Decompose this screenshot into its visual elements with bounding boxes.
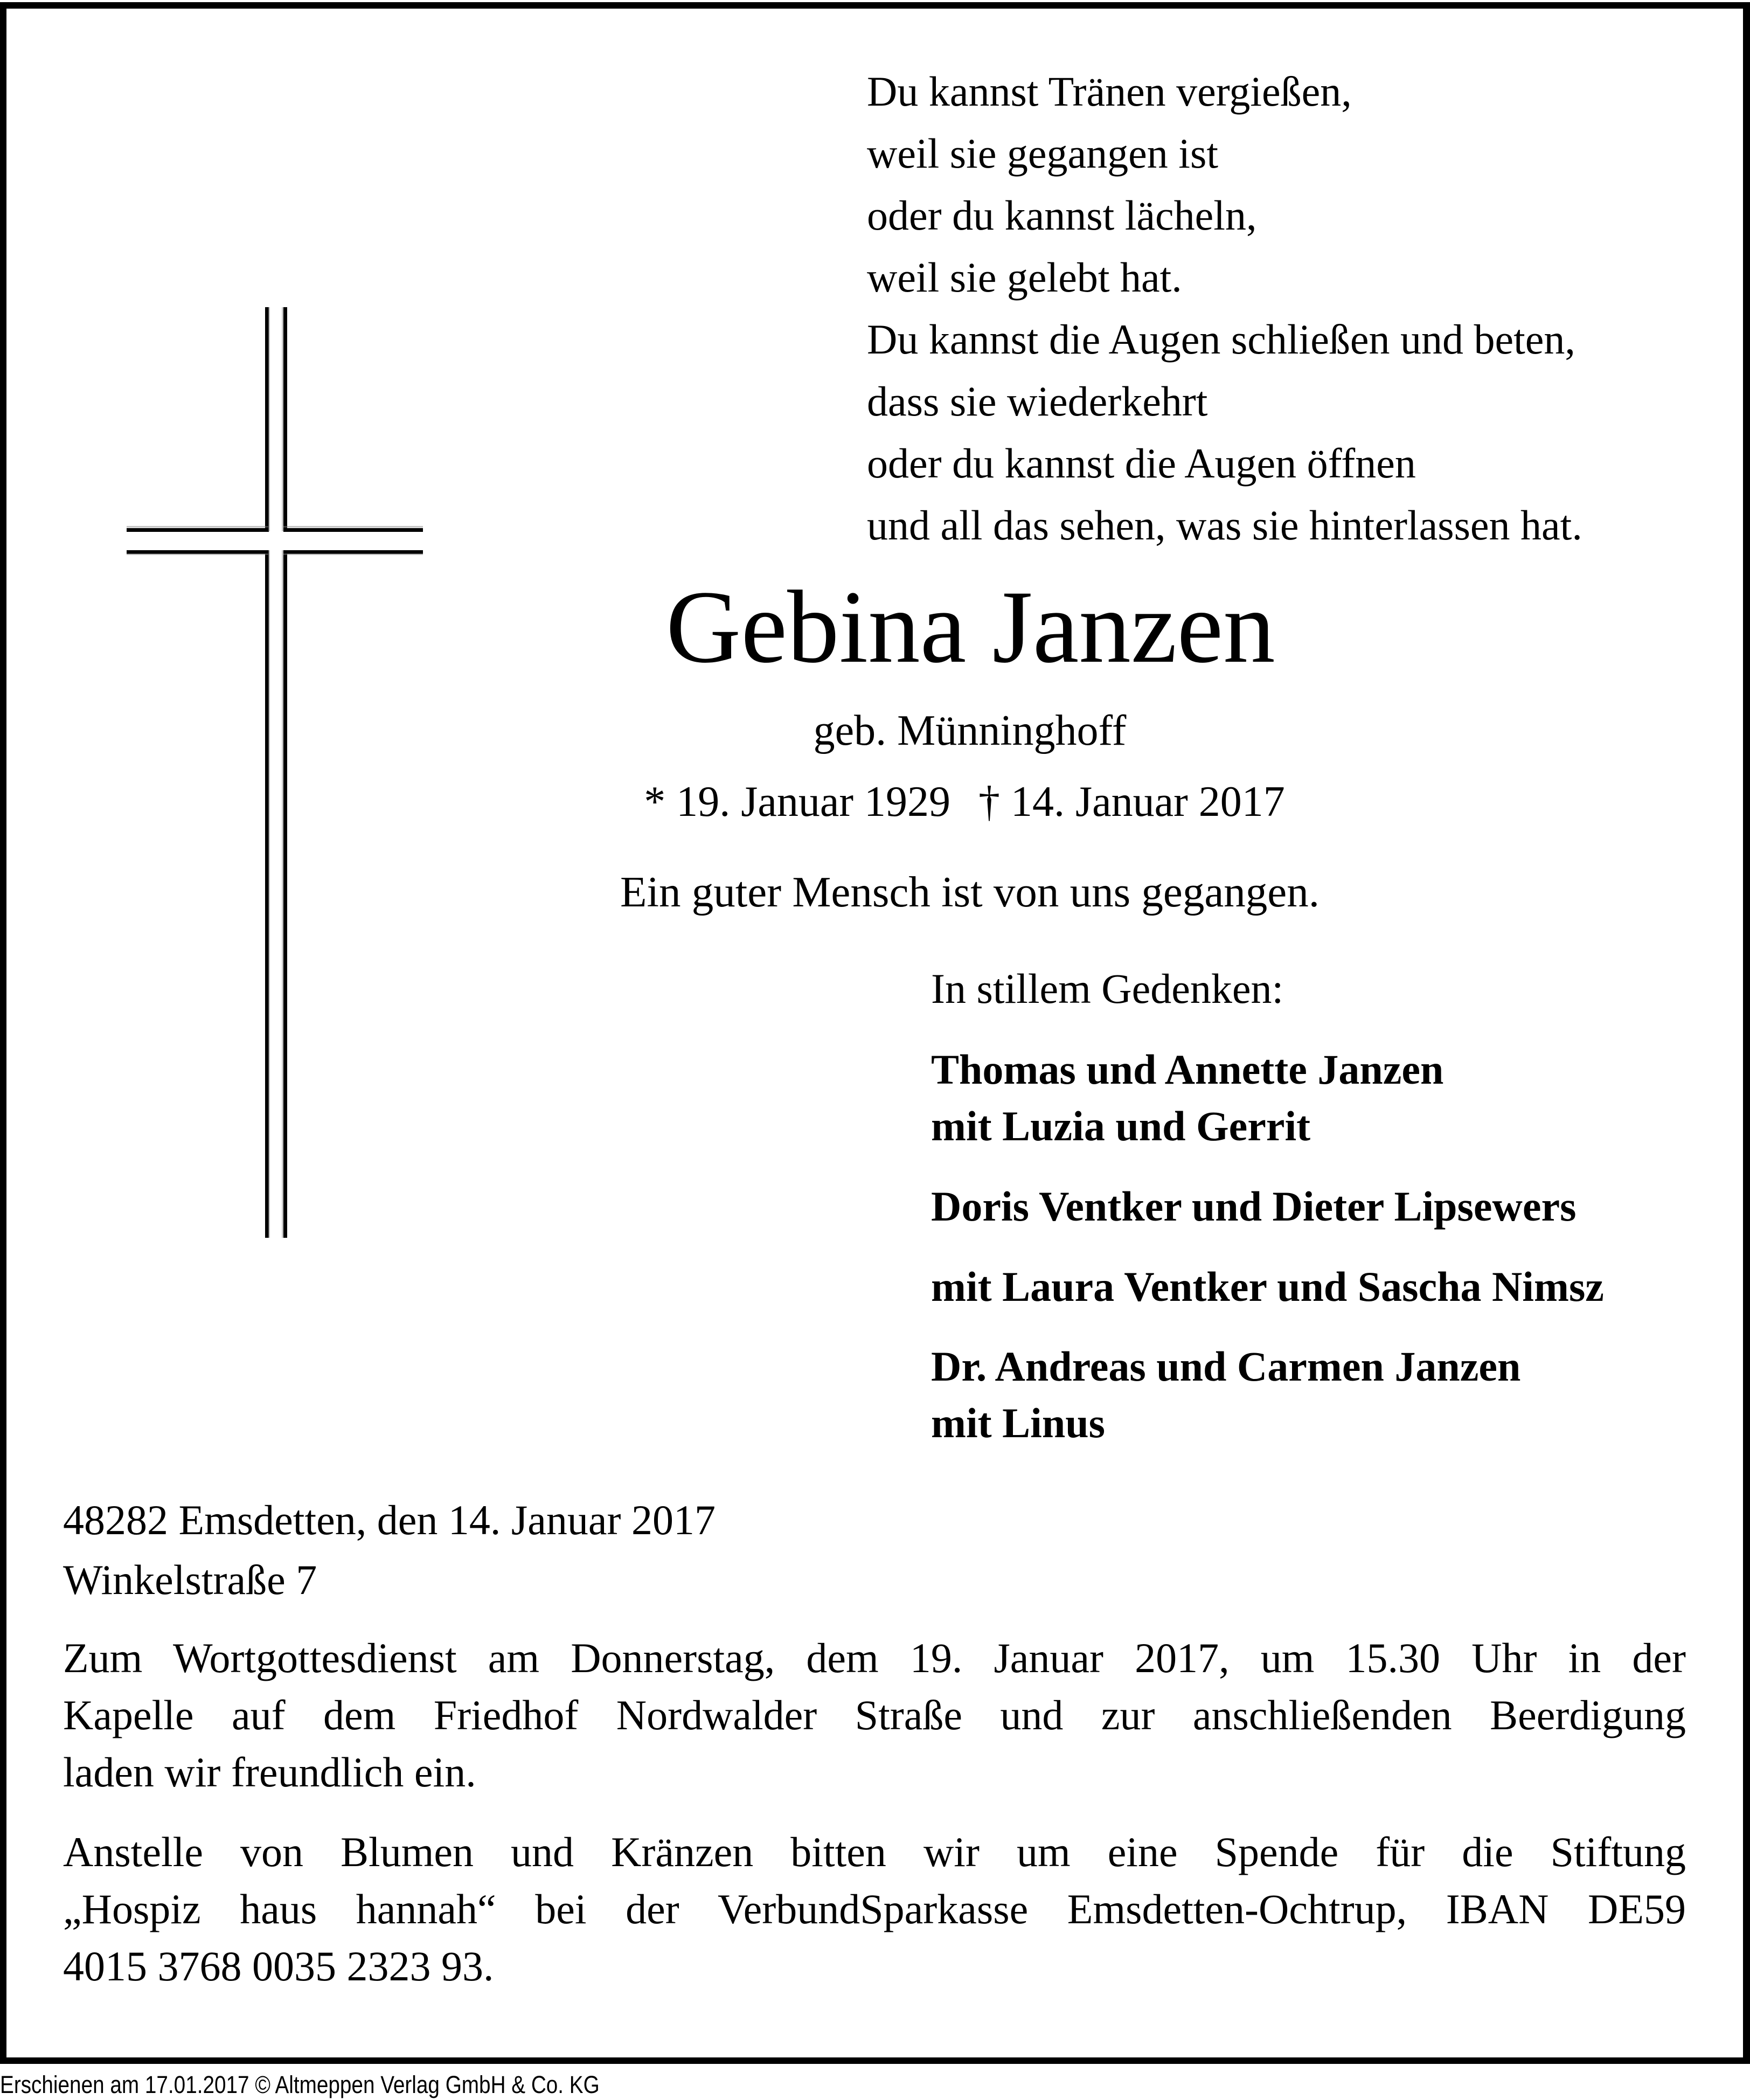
address-block (63, 1490, 716, 1610)
poem-line: oder du kannst die Augen öffnen (867, 440, 1416, 487)
donation-line: 4015 3768 0035 2323 93. (63, 1943, 494, 1990)
mourner-line: Doris Ventker und Dieter Lipsewers (931, 1183, 1577, 1230)
service-line: Kapelle auf dem Friedhof Nordwalder Straße und zur anschließenden Beerdigung (63, 1692, 1686, 1738)
poem-line: Du kannst Tränen vergießen, (867, 68, 1352, 115)
street: Winkelstraße 7 (63, 1556, 317, 1603)
service-line: laden wir freundlich ein. (63, 1749, 476, 1796)
motto: Ein guter Mensch ist von uns gegangen. (620, 868, 1320, 916)
service-line: Zum Wortgottesdienst am Donnerstag, dem 19. Januar 2017, um 15.30 Uhr in der (63, 1634, 1686, 1681)
birth-date: * 19. Januar 1929 (644, 778, 950, 826)
poem-line: oder du kannst lächeln, (867, 192, 1257, 239)
death-date: † 14. Januar 2017 (978, 778, 1285, 826)
publication-credit: Erschienen am 17.01.2017 © Altmeppen Verlag GmbH & Co. KG (0, 2071, 600, 2098)
mourner-line: mit Luzia und Gerrit (931, 1103, 1311, 1149)
deceased-name: Gebina Janzen (666, 569, 1275, 684)
mourner-line: mit Linus (931, 1399, 1105, 1446)
maiden-name: geb. Münninghoff (813, 707, 1127, 754)
poem-line: und all das sehen, was sie hinterlassen hat. (867, 502, 1582, 549)
place-date: 48282 Emsdetten, den 14. Januar 2017 (63, 1496, 716, 1543)
poem-line: Du kannst die Augen schließen und beten, (867, 316, 1575, 363)
donation-line: Anstelle von Blumen und Kränzen bitten wir um eine Spende für die Stiftung (63, 1828, 1686, 1875)
service-paragraph (63, 1630, 1686, 1801)
poem-line: dass sie wiederkehrt (867, 378, 1208, 425)
mourner-line: Dr. Andreas und Carmen Janzen (931, 1343, 1521, 1390)
poem-line: weil sie gelebt hat. (867, 254, 1182, 301)
donation-paragraph (63, 1824, 1686, 1995)
life-dates (593, 778, 1336, 826)
donation-line: „Hospiz haus hannah“ bei der VerbundSparkasse Emsdetten-Ochtrup, IBAN DE59 (63, 1886, 1686, 1932)
poem (867, 60, 1582, 556)
mourner-line: Thomas und Annette Janzen (931, 1046, 1444, 1093)
poem-line: weil sie gegangen ist (867, 130, 1218, 177)
mourners-heading: In stillem Gedenken: (931, 965, 1284, 1012)
mourner-line: mit Laura Ventker und Sascha Nimsz (931, 1263, 1604, 1310)
